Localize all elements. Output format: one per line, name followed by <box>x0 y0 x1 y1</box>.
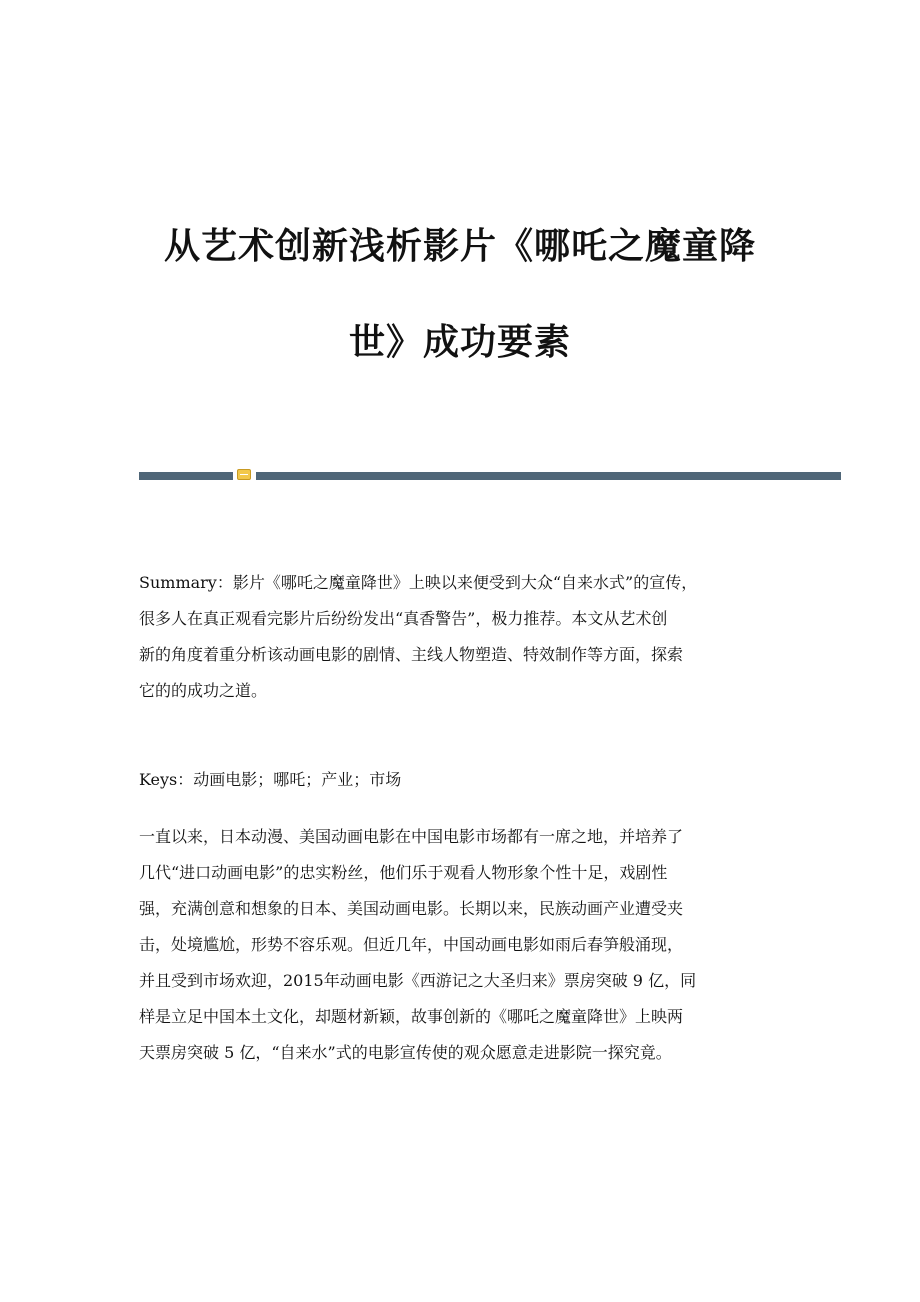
intro-line-4: 击，处境尴尬，形势不容乐观。但近几年，中国动画电影如雨后春笋般涌现， <box>139 935 684 954</box>
summary-line-1: Summary：影片《哪吒之魔童降世》上映以来便受到大众“自来水式”的宣传， <box>139 573 698 592</box>
summary-line-2: 很多人在真正观看完影片后纷纷发出“真香警告”，极力推荐。本文从艺术创 <box>139 609 668 628</box>
intro-line-7: 天票房突破 5 亿，“自来水”式的电影宣传使的观众愿意走进影院一探究竟。 <box>139 1043 672 1062</box>
divider-bar-left <box>139 472 233 480</box>
summary-line-3: 新的角度着重分析该动画电影的剧情、主线人物塑造、特效制作等方面，探索 <box>139 645 684 664</box>
title-divider <box>139 466 841 484</box>
keywords-line <box>139 762 779 798</box>
document-title-line-2: 世》成功要素 <box>348 322 571 363</box>
divider-bar-right <box>256 472 841 480</box>
intro-line-1: 一直以来，日本动漫、美国动画电影在中国电影市场都有一席之地，并培养了 <box>139 827 684 846</box>
keywords-text: Keys：动画电影；哪吒；产业；市场 <box>139 770 402 789</box>
intro-paragraph <box>139 819 779 1071</box>
intro-line-5: 并且受到市场欢迎，2015年动画电影《西游记之大圣归来》票房突破 9 亿，同 <box>139 971 697 990</box>
divider-ornament-icon <box>237 469 251 480</box>
document-title-line-1: 从艺术创新浅析影片《哪吒之魔童降 <box>163 226 756 267</box>
summary-line-4: 它的的成功之道。 <box>139 681 268 700</box>
summary-paragraph <box>139 565 779 709</box>
intro-line-6: 样是立足中国本土文化，却题材新颖，故事创新的《哪吒之魔童降世》上映两 <box>139 1007 684 1026</box>
intro-line-2: 几代“进口动画电影”的忠实粉丝，他们乐于观看人物形象个性十足，戏剧性 <box>139 863 668 882</box>
intro-line-3: 强，充满创意和想象的日本、美国动画电影。长期以来，民族动画产业遭受夹 <box>139 899 684 918</box>
